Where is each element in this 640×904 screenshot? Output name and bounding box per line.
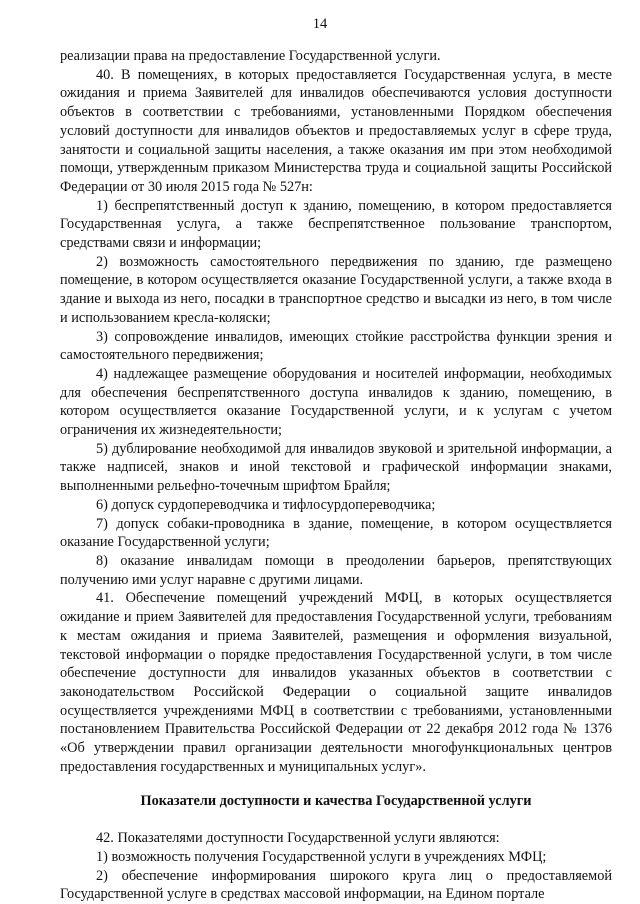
list-item: 5) дублирование необходимой для инвалидов звуковой и зрительной информации, а также надписей, знаков и иной текстовой и графической информации знаками, выполненными рельефно-точечным шрифтом Брайля; xyxy=(60,440,612,495)
section-heading: Показатели доступности и качества Государственной услуги xyxy=(140,793,532,810)
paragraph: 41. Обеспечение помещений учреждений МФЦ, в которых осуществляется ожидание и прием Заявителей для предоставления Государственной услуги, требованиям к местам ожидания и приема Заявителей, размещения и оформления визуальной, текстовой информации о порядке предоставления Государственной услуги, в том числе обеспечение доступности для инвалидов указанных объектов в соответствии с законодательством Российской Федерации о социальной защите инвалидов осуществляется учреждениями МФЦ в соответствии с требованиями, установленными постановлением Правительства Российской Федерации от 22 декабря 2012 года № 1376 «Об утверждении правил организации деятельности многофункциональных центров предоставления государственных и муниципальных услуг». xyxy=(60,590,612,775)
list-item: 4) надлежащее размещение оборудования и носителей информации, необходимых для обеспечения беспрепятственного доступа инвалидов к зданию, помещению, в котором осуществляется оказание Государственной услуги, и к услугам с учетом ограничения их жизнедеятельности; xyxy=(60,365,612,439)
list-item: 2) обеспечение информирования широкого круга лиц о предоставляемой Государственной услуге в средствах массовой информации, на Едином портале xyxy=(60,867,612,903)
paragraph: 40. В помещениях, в которых предоставляется Государственная услуга, в месте ожидания и приема Заявителей для инвалидов обеспечиваются условия доступности объектов в соответствии с требованиями, установленными Порядком обеспечения условий доступности для инвалидов объектов и предоставляемых услуг в сфере труда, занятости и социальной защиты населения, а также оказания им при этом необходимой помощи, утвержденным приказом Министерства труда и социальной защиты Российской Федерации от 30 июля 2015 года № 527н: xyxy=(60,66,612,195)
list-item: 7) допуск собаки-проводника в здание, помещение, в котором осуществляется оказание Государственной услуги; xyxy=(60,515,612,551)
list-item: 6) допуск сурдопереводчика и тифлосурдопереводчика; xyxy=(96,496,436,513)
paragraph: реализации права на предоставление Государственной услуги. xyxy=(60,48,441,64)
document-body xyxy=(60,47,612,904)
list-item: 2) возможность самостоятельного передвижения по зданию, где размещено помещение, в котором осуществляется оказание Государственной услуги, а также входа в здание и выхода из него, посадки в транспортное средство и высадки из него, в том числе и использованием кресла-коляски; xyxy=(60,253,612,326)
list-item: 8) оказание инвалидам помощи в преодолении барьеров, препятствующих получению ими услуг наравне с другими лицами. xyxy=(60,552,612,588)
list-item: 1) беспрепятственный доступ к зданию, помещению, в котором предоставляется Государственная услуга, а также беспрепятственное пользование транспортом, средствами связи и информации; xyxy=(60,197,612,252)
list-item: 1) возможность получения Государственной услуги в учреждениях МФЦ; xyxy=(96,848,547,865)
paragraph: 42. Показателями доступности Государственной услуги являются: xyxy=(96,830,500,847)
list-item: 3) сопровождение инвалидов, имеющих стойкие расстройства функции зрения и самостоятельного передвижения; xyxy=(60,328,612,364)
page-number: 14 xyxy=(312,16,328,32)
